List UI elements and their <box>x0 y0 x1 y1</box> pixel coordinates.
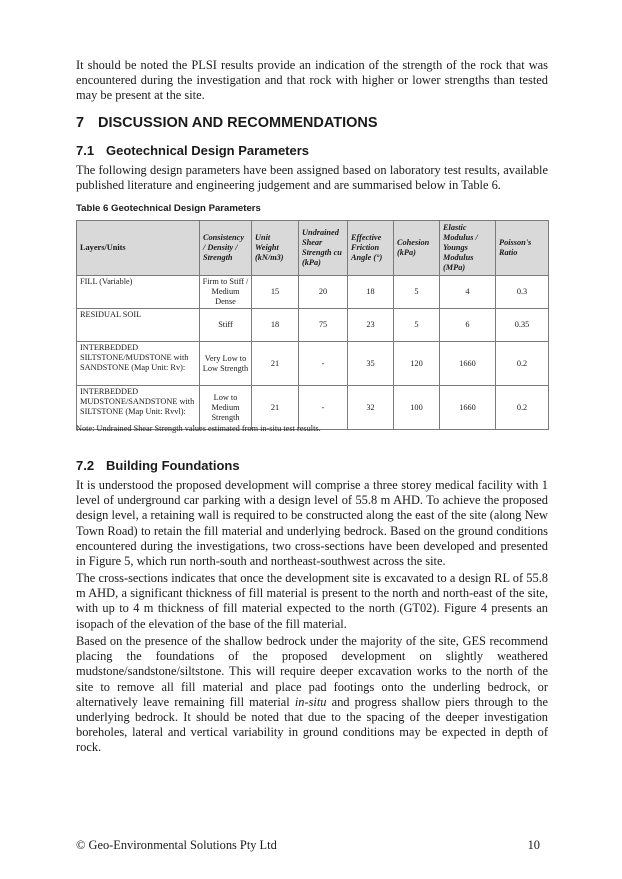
section-7-1-paragraph: The following design parameters have been assigned based on laboratory test results, available published literature and engineering judgement and are summarised below in Table 6. <box>76 163 548 193</box>
table-cell: 0.2 <box>496 386 549 430</box>
section-7-2-paragraph-1: It is understood the proposed development will comprise a three storey medical facility with 1 level of underground car parking with a design level of 55.8 m AHD. To achieve the proposed design level, a retaining wall is required to be constructed along the east of the site (along New Town Road) to retain the fill material and underlying bedrock. Based on the ground conditions encountered during the investigations, two cross-sections have been developed and presented in Figure 5, which run north-south and northeast-southwest across the site. <box>76 478 548 569</box>
section-7-number: 7 <box>76 115 85 131</box>
header-cell: Cohesion (kPa) <box>394 221 440 276</box>
table-cell: 120 <box>394 342 440 386</box>
table-header-row <box>77 221 549 276</box>
table-cell: 5 <box>394 276 440 309</box>
table-cell: 21 <box>252 342 299 386</box>
table-cell: 4 <box>440 276 496 309</box>
header-cell: Layers/Units <box>77 221 200 276</box>
section-7-2-number: 7.2 <box>76 458 95 473</box>
header-cell: Consistency / Density / Strength <box>200 221 252 276</box>
table-cell: 21 <box>252 386 299 430</box>
in-situ-emphasis: in-situ <box>294 694 327 709</box>
header-cell: Effective Friction Angle (°) <box>348 221 394 276</box>
table-row <box>77 309 549 342</box>
table-cell: Very Low to Low Strength <box>200 342 252 386</box>
table-cell: - <box>299 386 348 430</box>
table-cell: 100 <box>394 386 440 430</box>
table-note: Note: Undrained Shear Strength values estimated from in-situ test results. <box>76 424 321 433</box>
table-cell: 35 <box>348 342 394 386</box>
footer-company: © Geo-Environmental Solutions Pty Ltd <box>76 838 277 852</box>
table-row <box>77 386 549 430</box>
paragraph-3-text-a: Based on the presence of the shallow bedrock under the majority of the site, GES recommend placing the foundations of the proposed development on slightly weathered mudstone/sandstone/siltstone. This will require deeper excavation works to the north of the site to remove all fill material and place pad footings onto the underling bedrock, or alternatively leave remaining fill material <box>76 634 548 709</box>
section-7-title: DISCUSSION AND RECOMMENDATIONS <box>98 115 378 131</box>
table-cell: 18 <box>252 309 299 342</box>
section-7-1-number: 7.1 <box>76 143 95 158</box>
header-cell: Elastic Modulus / Youngs Modulus (MPa) <box>440 221 496 276</box>
table-cell: 23 <box>348 309 394 342</box>
table-cell: 20 <box>299 276 348 309</box>
table-caption: Table 6 Geotechnical Design Parameters <box>76 203 261 214</box>
header-cell: Unit Weight (kN/m3) <box>252 221 299 276</box>
table-cell: 15 <box>252 276 299 309</box>
table-cell: 0.3 <box>496 276 549 309</box>
table-cell: RESIDUAL SOIL <box>77 309 200 342</box>
section-7-2-paragraph-2: The cross-sections indicates that once the development site is excavated to a design RL of 55.8 m AHD, a significant thickness of fill material is present to the north and north-east of the site, with up to 4 m thickness of fill material expected to the north (GT02). Figure 4 presents an isopach of the elevation of the base of the fill material. <box>76 571 548 631</box>
header-cell: Undrained Shear Strength cu (kPa) <box>299 221 348 276</box>
table-cell: 5 <box>394 309 440 342</box>
table-row <box>77 342 549 386</box>
table-cell: - <box>299 342 348 386</box>
table-cell: 1660 <box>440 342 496 386</box>
intro-paragraph: It should be noted the PLSI results provide an indication of the strength of the rock that was encountered during the investigation and that rock with higher or lower strengths than tested may be present at the site. <box>76 58 548 103</box>
table-cell: Stiff <box>200 309 252 342</box>
table-cell: 18 <box>348 276 394 309</box>
section-7-2-title: Building Foundations <box>106 458 240 473</box>
paragraph-3-text-b: and progress shallow piers through to the underlying bedrock. It should be noted that due to the spacing of the deeper investigation boreholes, lateral and vertical variability in ground conditions may be expected in depth of rock. <box>76 694 548 755</box>
header-cell: Poisson's Ratio <box>496 221 549 276</box>
section-7-1-title: Geotechnical Design Parameters <box>106 143 310 158</box>
section-7-1-heading <box>76 143 309 158</box>
page-footer <box>76 838 540 853</box>
page-number: 10 <box>527 838 540 852</box>
section-7-heading <box>76 115 378 131</box>
table-row <box>77 276 549 309</box>
table-cell: 0.2 <box>496 342 549 386</box>
table-cell: INTERBEDDED MUDSTONE/SANDSTONE with SILTSTONE (Map Unit: Rvvl): <box>77 386 200 430</box>
table-cell: Firm to Stiff / Medium Dense <box>200 276 252 309</box>
table-cell: 32 <box>348 386 394 430</box>
design-parameters-table <box>76 220 549 430</box>
table-cell: FILL (Variable) <box>77 276 200 309</box>
table-cell: Low to Medium Strength <box>200 386 252 430</box>
section-7-2-heading <box>76 458 240 473</box>
section-7-2-paragraph-3 <box>76 634 548 756</box>
table-cell: 1660 <box>440 386 496 430</box>
table-cell: INTERBEDDED SILTSTONE/MUDSTONE with SANDSTONE (Map Unit: Rv): <box>77 342 200 386</box>
table-cell: 75 <box>299 309 348 342</box>
table-cell: 0.35 <box>496 309 549 342</box>
table-cell: 6 <box>440 309 496 342</box>
